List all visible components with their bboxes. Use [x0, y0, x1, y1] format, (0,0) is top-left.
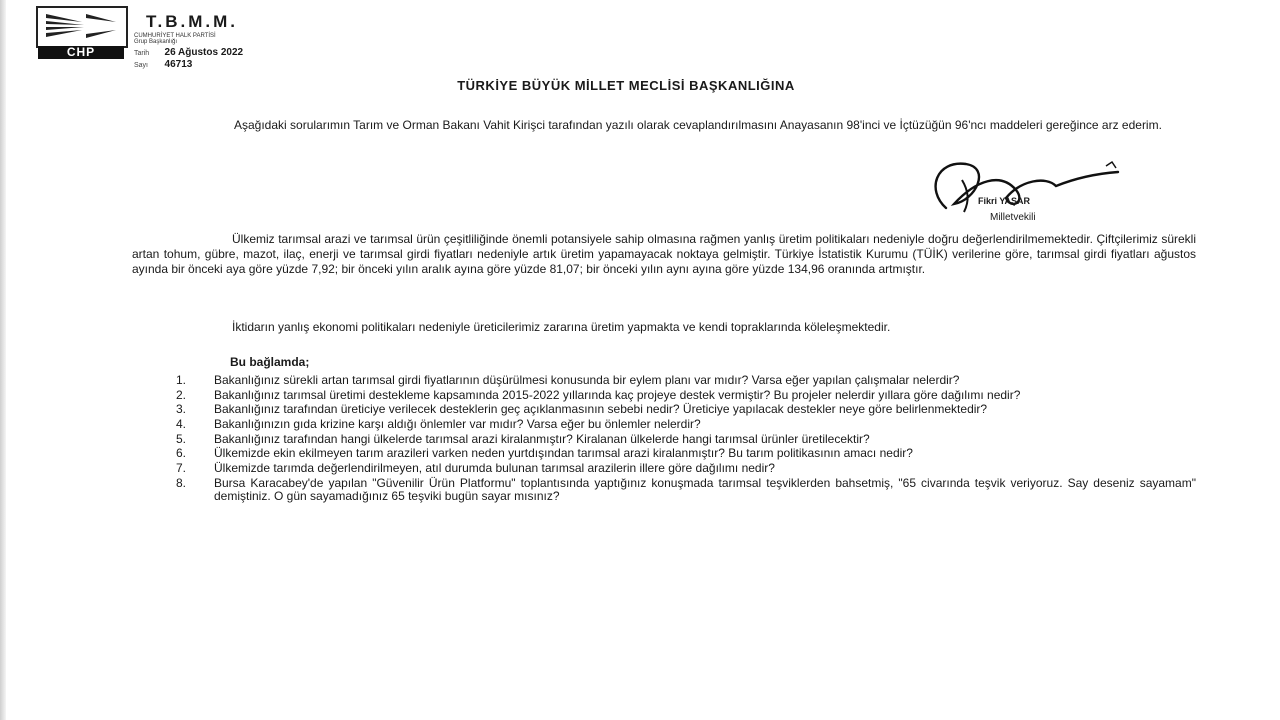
meta-date-value: 26 Ağustos 2022	[164, 47, 244, 58]
question-number: 8.	[176, 475, 187, 490]
question-item	[176, 403, 1196, 417]
question-list	[176, 374, 1196, 505]
question-number: 3.	[176, 402, 187, 417]
question-text: Ülkemizde tarımda değerlendirilmeyen, atıl durumda bulunan tarımsal arazilerin illere göre dağılımı nedir?	[214, 461, 775, 476]
question-item	[176, 477, 1196, 504]
meta-number-value: 46713	[164, 59, 193, 70]
signature-block	[906, 150, 1136, 230]
question-number: 6.	[176, 446, 187, 461]
question-item	[176, 447, 1196, 461]
six-arrows-icon	[42, 12, 120, 40]
question-number: 4.	[176, 417, 187, 432]
page-edge-shadow	[0, 0, 6, 720]
body-paragraph-1: Ülkemiz tarımsal arazi ve tarımsal ürün çeşitliliğinde önemli potansiyele sahip olmasına rağmen yanlış üretim politikaları nedeniyle doğru değerlendirilmemektedir. Çiftçilerimiz sürekli artan tohum, gübre, mazot, ilaç, enerji ve tarımsal girdi fiyatları nedeniyle artık üretim yapamayacak noktaya gelmiştir. Türkiye İstatistik Kurumu (TÜİK) verilerine göre, tarımsal girdi fiyatları ağustos ayında bir önceki aya göre yüzde 7,92; bir önceki yılın aralık ayına göre yüzde 81,07; bir önceki yılın aynı ayına göre yüzde 134,96 oranında artmıştır.	[132, 232, 1196, 276]
body-paragraph-2: İktidarın yanlış ekonomi politikaları nedeniyle üreticilerimiz zararına üretim yapmakta ve kendi topraklarında köleleşmektedir.	[232, 320, 891, 334]
logo-text: CHP	[38, 46, 124, 59]
bu-baglamda-label: Bu bağlamda;	[230, 355, 310, 369]
question-item	[176, 418, 1196, 432]
question-number: 1.	[176, 373, 187, 387]
meta-number-key: Sayı	[134, 62, 149, 69]
question-text: Bakanlığınız tarımsal üretimi destekleme kapsamında 2015-2022 yıllarında kaç projeye destek vermiştir? Bu projeler nelerdir yıllara göre dağılımı nedir?	[214, 387, 1021, 402]
question-number: 5.	[176, 431, 187, 446]
org-subtitle-2: Grup Başkanlığı	[134, 39, 178, 45]
question-item	[176, 374, 1196, 388]
meta-number	[134, 59, 354, 71]
question-text: Bakanlığınızın gıda krizine karşı aldığı önlemler var mıdır? Varsa eğer bu önlemler nelerdir?	[214, 417, 701, 432]
question-text: Ülkemizde ekin ekilmeyen tarım arazileri varken neden yurtdışından tarımsal arazi kiralanmıştır? Bu tarım politikasının amacı nedir?	[214, 446, 913, 461]
question-number: 2.	[176, 387, 187, 402]
meta-date	[134, 47, 354, 59]
signer-name: Fikri YAŞAR	[978, 196, 1031, 206]
org-subtitle: CUMHURİYET HALK PARTİSİ	[134, 33, 216, 39]
org-title: T.B.M.M.	[146, 12, 238, 31]
document-page	[26, 0, 1226, 720]
question-text: Bakanlığınız tarafından üreticiye verilecek desteklerin geç açıklanmasının sebebi nedir? Üreticiye yapılacak destekler neye göre belirlenmektedir?	[214, 402, 988, 417]
party-logo	[36, 6, 126, 59]
question-item	[176, 433, 1196, 447]
org-header	[134, 12, 354, 71]
logo-box	[36, 6, 128, 48]
question-number: 7.	[176, 461, 187, 476]
meta-date-key: Tarih	[134, 50, 150, 57]
document-title: TÜRKİYE BÜYÜK MİLLET MECLİSİ BAŞKANLIĞINA	[457, 78, 795, 93]
question-item	[176, 462, 1196, 476]
signer-role: Milletvekili	[990, 212, 1036, 223]
question-text: Bakanlığınız tarafından hangi ülkelerde tarımsal arazi kiralanmıştır? Kiralanan ülkelerde hangi tarımsal ürünler üretilecektir?	[214, 431, 870, 446]
question-item	[176, 389, 1196, 403]
question-text: Bakanlığınız sürekli artan tarımsal girdi fiyatlarının düşürülmesi konusunda bir eylem planı var mıdır? Varsa eğer yapılan çalışmalar nelerdir?	[214, 373, 960, 387]
intro-paragraph: Aşağıdaki sorularımın Tarım ve Orman Bakanı Vahit Kirişci tarafından yazılı olarak cevaplandırılmasını Anayasanın 98'inci ve İçtüzüğün 96'ncı maddeleri gereğince arz ederim.	[234, 118, 1162, 132]
question-text: Bursa Karacabey'de yapılan "Güvenilir Ürün Platformu" toplantısında yaptığınız konuşmada tarımsal teşviklerden bahsetmiş, "65 civarında teşvik veriyoruz. Say deseniz sayamam" demiştiniz. O gün sayamadığınız 65 teşviki bugün sayar mısınız?	[214, 475, 1196, 504]
